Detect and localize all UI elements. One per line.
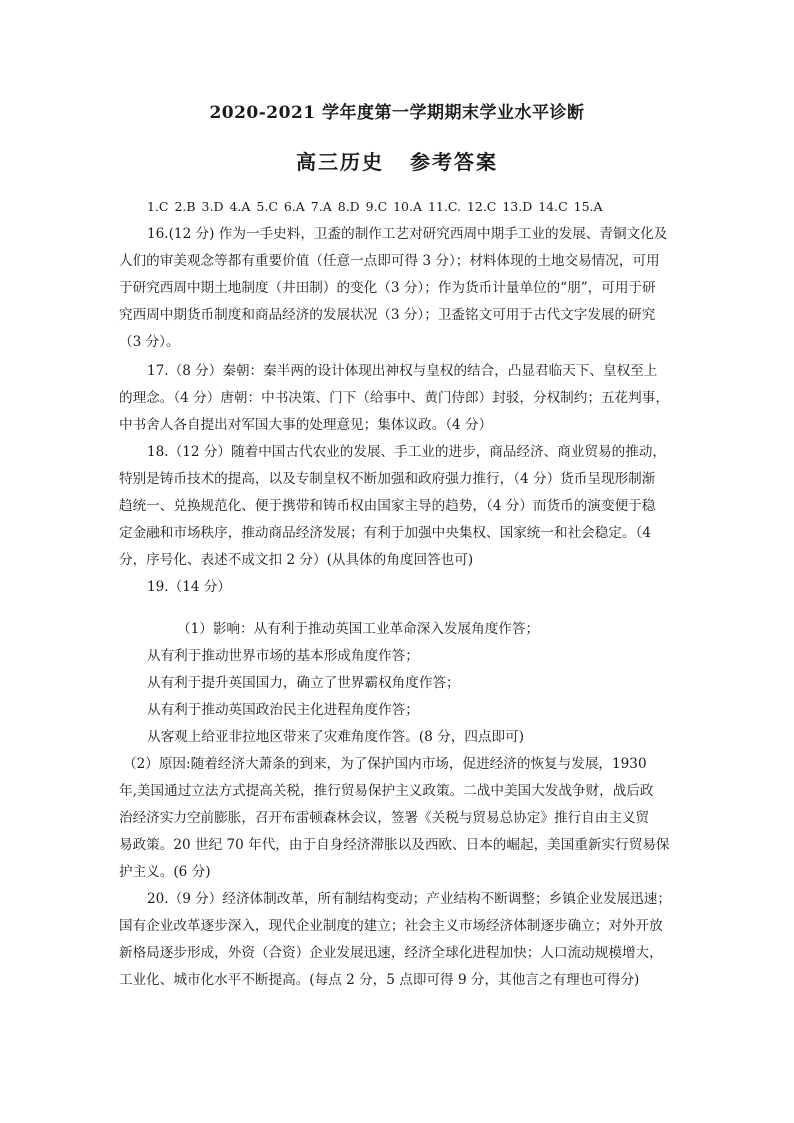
- q19-part1-line-4: 从有利于推动英国政治民主化进程角度作答；: [147, 702, 419, 718]
- q20-line-2: 国有企业改革逐步深入，现代企业制度的建立；社会主义市场经济体制逐步确立；对外开放: [119, 918, 663, 934]
- q18-line-5: 分，序号化、表述不成文扣 2 分）(从具体的角度回答也可): [119, 552, 474, 568]
- q19-part1-line-5: 从客观上给亚非拉地区带来了灾难角度作答。(8 分，四点即可): [147, 729, 525, 745]
- q16-line-4: 究西周中期货币制度和商品经济的发展状况（3 分）；卫盉铭文可用于古代文字发展的研究: [119, 307, 656, 323]
- q19-part1-line-1: （1）影响：从有利于推动英国工业革命深入发展角度作答；: [177, 621, 540, 637]
- q19-part1-line-3: 从有利于提升英国国力，确立了世界霸权角度作答；: [147, 675, 460, 691]
- q20-line-1: 20.（9 分）经济体制改革，所有制结构变动；产业结构不断调整；乡镇企业发展迅速；: [147, 891, 671, 907]
- q19-part2-line-5: 护主义。(6 分): [119, 864, 211, 880]
- q18-line-4: 定金融和市场秩序，推动商品经济发展；有利于加强中央集权、国家统一和社会稳定。（4: [119, 525, 652, 541]
- q17-line-3: 中书舍人各自提出对军国大事的处理意见；集体议政。（4 分）: [119, 417, 493, 433]
- q19-part2-line-3: 治经济实力空前膨胀，召开布雷顿森林会议，签署《关税与贸易总协定》推行自由主义贸: [119, 810, 650, 826]
- q16-line-1: 16.(12 分) 作为一手史料，卫盉的制作工艺对研究西周中期手工业的发展、青铜文化及: [147, 226, 668, 242]
- q19-part2-line-1: （2）原因:随着经济大萧条的到来，为了保护国内市场，促进经济的恢复与发展，1930: [123, 756, 647, 772]
- q20-line-4: 工业化、城市化水平不断提高。(每点 2 分，5 点即可得 9 分，其他言之有理也可得分): [119, 972, 640, 988]
- q18-line-1: 18.（12 分）随着中国古代农业的发展、手工业的进步，商品经济、商业贸易的推动，: [147, 444, 667, 460]
- document-title: 2020-2021 学年度第一学期期末学业水平诊断: [209, 103, 585, 123]
- subtitle-answer-key: 参考答案: [410, 150, 498, 174]
- q19-part2-line-2: 年,美国通过立法方式提高关税，推行贸易保护主义政策。二战中美国大发战争财，战后政: [119, 783, 654, 799]
- document-subtitle: [0, 146, 794, 175]
- q19-part2-line-4: 易政策。20 世纪 70 年代，由于自身经济滞胀以及西欧、日本的崛起，美国重新实行贸易保: [119, 837, 670, 853]
- multiple-choice-answers: 1.C 2.B 3.D 4.A 5.C 6.A 7.A 8.D 9.C 10.A 11.C. 12.C 13.D 14.C 15.A: [147, 199, 603, 214]
- q18-line-2: 特别是铸币技术的提高，以及专制皇权不断加强和政府强力推行，（4 分）货币呈现形制渐: [119, 471, 656, 487]
- q16-line-3: 于研究西周中期土地制度（井田制）的变化（3 分）；作为货币计量单位的“朋”，可用于研: [119, 280, 656, 296]
- q20-line-3: 新格局逐步形成，外资（合资）企业发展迅速，经济全球化进程加快；人口流动规模增大，: [119, 945, 663, 961]
- q19-heading: 19.（14 分）: [147, 579, 232, 595]
- q17-line-1: 17.（8 分）秦朝：秦半两的设计体现出神权与皇权的结合，凸显君临天下、皇权至上: [147, 363, 658, 379]
- q17-line-2: 的理念。（4 分）唐朝：中书决策、门下（给事中、黄门侍郎）封驳，分权制约；五花判事，: [119, 390, 669, 406]
- q16-line-2: 人们的审美观念等都有重要价值（任意一点即可得 3 分）；材料体现的土地交易情况，可用: [119, 253, 660, 269]
- q16-line-5: （3 分）。: [119, 334, 180, 350]
- subtitle-subject: 高三历史: [296, 150, 384, 174]
- q19-part1-line-2: 从有利于推动世界市场的基本形成角度作答；: [147, 648, 419, 664]
- q18-line-3: 趋统一、兑换规范化、便于携带和铸币权由国家主导的趋势，（4 分）而货币的演变便于稳: [119, 498, 656, 514]
